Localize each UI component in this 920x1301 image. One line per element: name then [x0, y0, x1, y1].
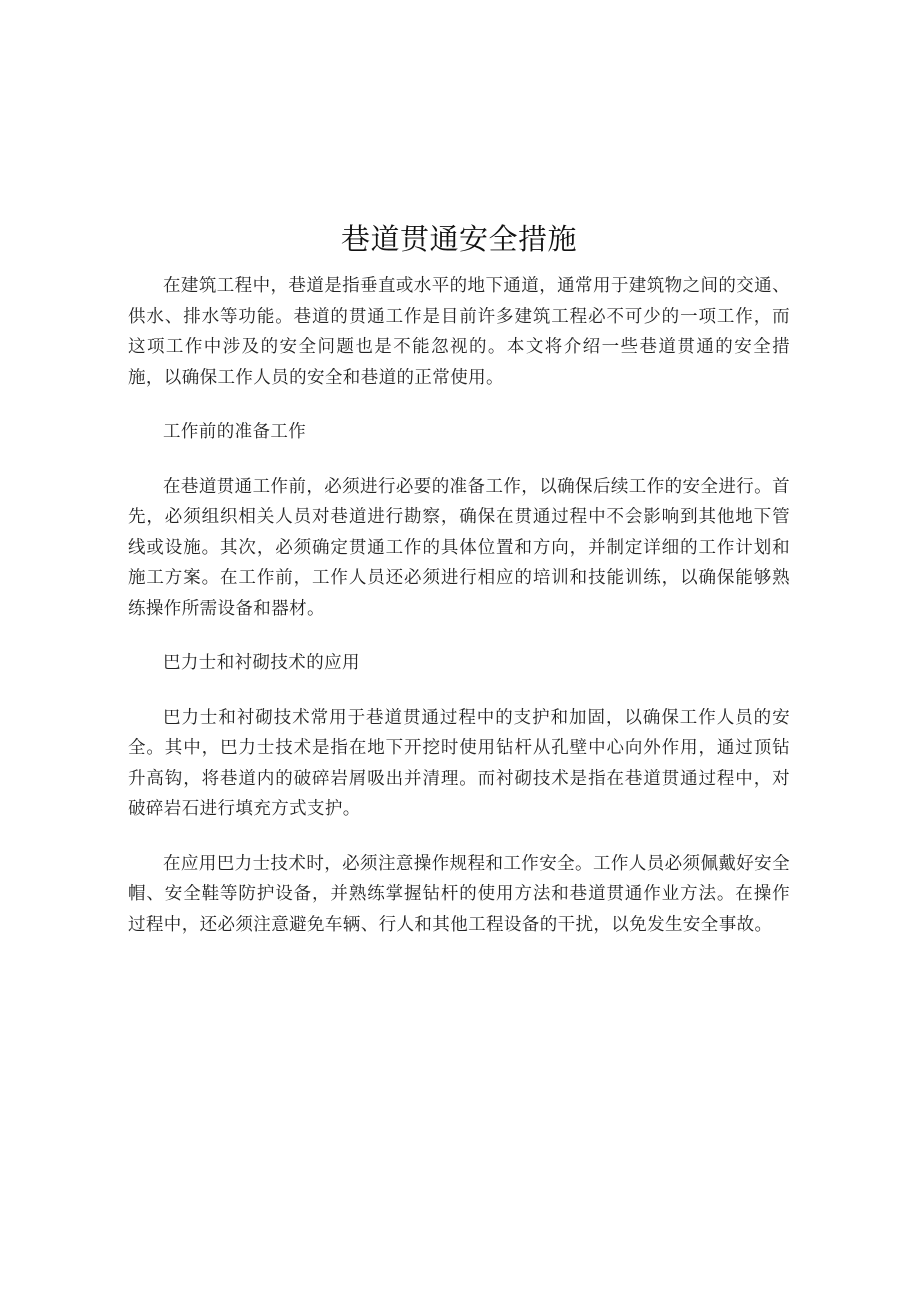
spacer: [128, 825, 790, 849]
spacer: [128, 393, 790, 417]
safety-paragraph: 在应用巴力士技术时，必须注意操作规程和工作安全。工作人员必须佩戴好安全帽、安全鞋等防护设备，并熟练掌握钻杆的使用方法和巷道贯通作业方法。在操作过程中，还必须注意避免车辆、行人和其他工程设备的干扰，以免发生安全事故。: [128, 853, 790, 935]
document-title: 巷道贯通安全措施: [340, 222, 577, 256]
intro-paragraph: 在建筑工程中，巷道是指垂直或水平的地下通道，通常用于建筑物之间的交通、供水、排水等功能。巷道的贯通工作是目前许多建筑工程必不可少的一项工作，而这项工作中涉及的安全问题也是不能忽视的。本文将介绍一些巷道贯通的安全措施，以确保工作人员的安全和巷道的正常使用。: [128, 276, 790, 388]
document-body: [128, 217, 790, 940]
section-heading-preparation: 工作前的准备工作: [163, 422, 307, 442]
section-heading-techniques: 巴力士和衬砌技术的应用: [163, 653, 360, 673]
techniques-paragraph: 巴力士和衬砌技术常用于巷道贯通过程中的支护和加固，以确保工作人员的安全。其中，巴力士技术是指在地下开挖时使用钻杆从孔壁中心向外作用，通过顶钻升高钩，将巷道内的破碎岩屑吸出并清理。而衬砌技术是指在巷道贯通过程中，对破碎岩石进行填充方式支护。: [128, 707, 790, 819]
preparation-paragraph: 在巷道贯通工作前，必须进行必要的准备工作，以确保后续工作的安全进行。首先，必须组织相关人员对巷道进行勘察，确保在贯通过程中不会影响到其他地下管线或设施。其次，必须确定贯通工作的具体位置和方向，并制定详细的工作计划和施工方案。在工作前，工作人员还必须进行相应的培训和技能训练，以确保能够熟练操作所需设备和器材。: [128, 476, 790, 619]
spacer: [128, 679, 790, 703]
spacer: [128, 448, 790, 472]
spacer: [128, 624, 790, 648]
